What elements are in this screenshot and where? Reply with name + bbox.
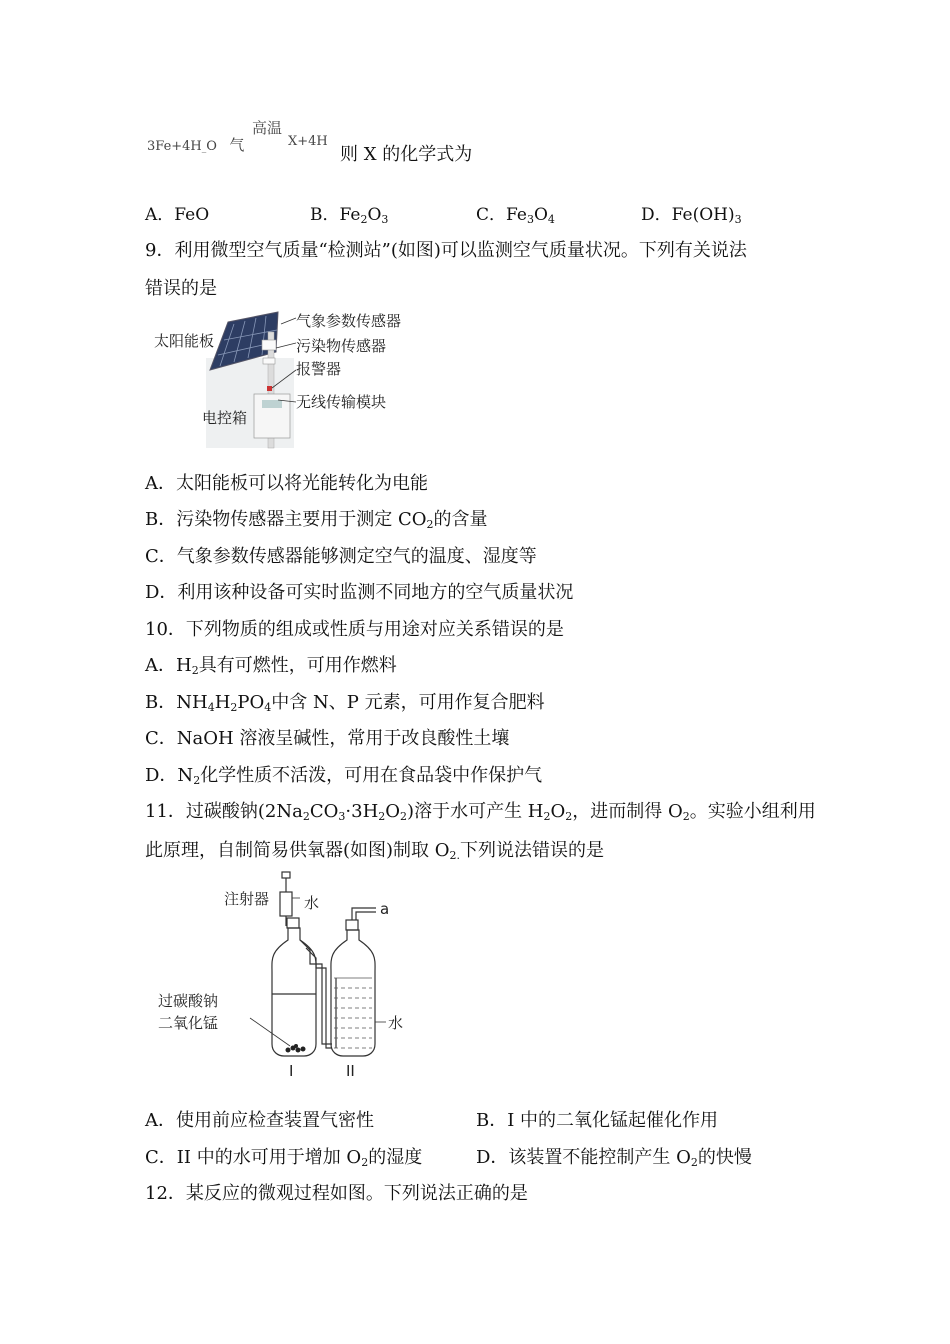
question-8-tail: 则 X 的化学式为 bbox=[340, 144, 473, 165]
label-sodium-percarbonate: 过碳酸钠 bbox=[158, 992, 219, 1010]
q11-option-a: A．使用前应检查装置气密性 bbox=[145, 1110, 374, 1131]
syringe-plunger-head bbox=[282, 872, 290, 878]
label-alarm: 报警器 bbox=[296, 360, 342, 378]
q9-option-c: C．气象参数传感器能够测定空气的温度、湿度等 bbox=[145, 546, 537, 567]
label-bottle-i: I bbox=[289, 1062, 294, 1080]
q8-option-b: B．$Fe_2O_3$ bbox=[310, 205, 389, 226]
bottle-1-cap bbox=[287, 918, 299, 928]
label-pollutant-sensor: 污染物传感器 bbox=[296, 337, 387, 355]
label-outlet-a: a bbox=[380, 900, 390, 918]
syringe-barrel bbox=[280, 892, 292, 916]
label-wireless: 无线传输模块 bbox=[296, 393, 387, 411]
q9-option-a: A．太阳能板可以将光能转化为电能 bbox=[145, 473, 428, 494]
label-water-top: 水 bbox=[304, 894, 320, 912]
equation-left: 3Fe+4H_O 气 bbox=[147, 136, 245, 154]
label-water-right: 水 bbox=[388, 1014, 404, 1032]
question-12-stem: 12．某反应的微观过程如图。下列说法正确的是 bbox=[145, 1183, 528, 1204]
q8-option-d: D．$Fe(OH)_3$ bbox=[641, 205, 742, 226]
question-11-stem-line2: 此原理，自制简易供氧器(如图)制取 $O_{2.}$下列说法错误的是 bbox=[145, 840, 605, 862]
bottle-2 bbox=[331, 930, 375, 1056]
bottle-1 bbox=[272, 928, 316, 1056]
label-control-box: 电控箱 bbox=[202, 409, 248, 427]
bottle-2-cap bbox=[346, 920, 358, 930]
air-station-figure bbox=[150, 310, 420, 452]
q8-option-a: A．FeO bbox=[145, 205, 210, 225]
q10-option-d: D．$N_2$化学性质不活泼，可用在食品袋中作保护气 bbox=[145, 765, 543, 787]
q10-option-a: A．$H_2$具有可燃性，可用作燃料 bbox=[145, 655, 397, 677]
label-syringe: 注射器 bbox=[224, 890, 270, 908]
water-lines bbox=[334, 978, 372, 1048]
q8-option-c: C．$Fe_3O_4$ bbox=[476, 205, 555, 226]
q10-option-c: C．NaOH 溶液呈碱性，常用于改良酸性土壤 bbox=[145, 728, 510, 749]
label-solar-panel: 太阳能板 bbox=[154, 332, 215, 350]
question-9-stem-line1: 9．利用微型空气质量“检测站”(如图)可以监测空气质量状况。下列有关说法 bbox=[145, 240, 747, 261]
q10-option-b: B．$NH_4H_2PO_4$中含 N、P 元素，可用作复合肥料 bbox=[145, 692, 545, 714]
q9-option-b: B．污染物传感器主要用于测定 $CO_2$的含量 bbox=[145, 509, 488, 531]
label-weather-sensor: 气象参数传感器 bbox=[296, 312, 402, 330]
q9-option-d: D．利用该种设备可实时监测不同地方的空气质量状况 bbox=[145, 582, 574, 603]
q11-option-c: C．II 中的水可用于增加 $O_2$的湿度 bbox=[145, 1147, 423, 1169]
question-10-stem: 10．下列物质的组成或性质与用途对应关系错误的是 bbox=[145, 619, 564, 640]
alarm-light bbox=[267, 386, 272, 391]
oxygen-generator-figure bbox=[150, 868, 410, 1084]
q11-option-b: B．I 中的二氧化锰起催化作用 bbox=[476, 1110, 719, 1131]
question-9-stem-line2: 错误的是 bbox=[145, 278, 217, 299]
question-11-stem-line1: 11．过碳酸钠$(2Na_2CO_3\cdot 3H_2O_2)$溶于水可产生 $H_2O_2$，进而制得 $O_2$。实验小组利用 bbox=[145, 801, 816, 823]
equation-right: X+4H bbox=[288, 134, 328, 149]
label-manganese-dioxide: 二氧化锰 bbox=[158, 1014, 219, 1032]
label-bottle-ii: II bbox=[346, 1062, 355, 1080]
reaction-condition: 高温 bbox=[252, 119, 283, 137]
q11-option-d: D．该装置不能控制产生 $O_2$的快慢 bbox=[476, 1147, 752, 1169]
